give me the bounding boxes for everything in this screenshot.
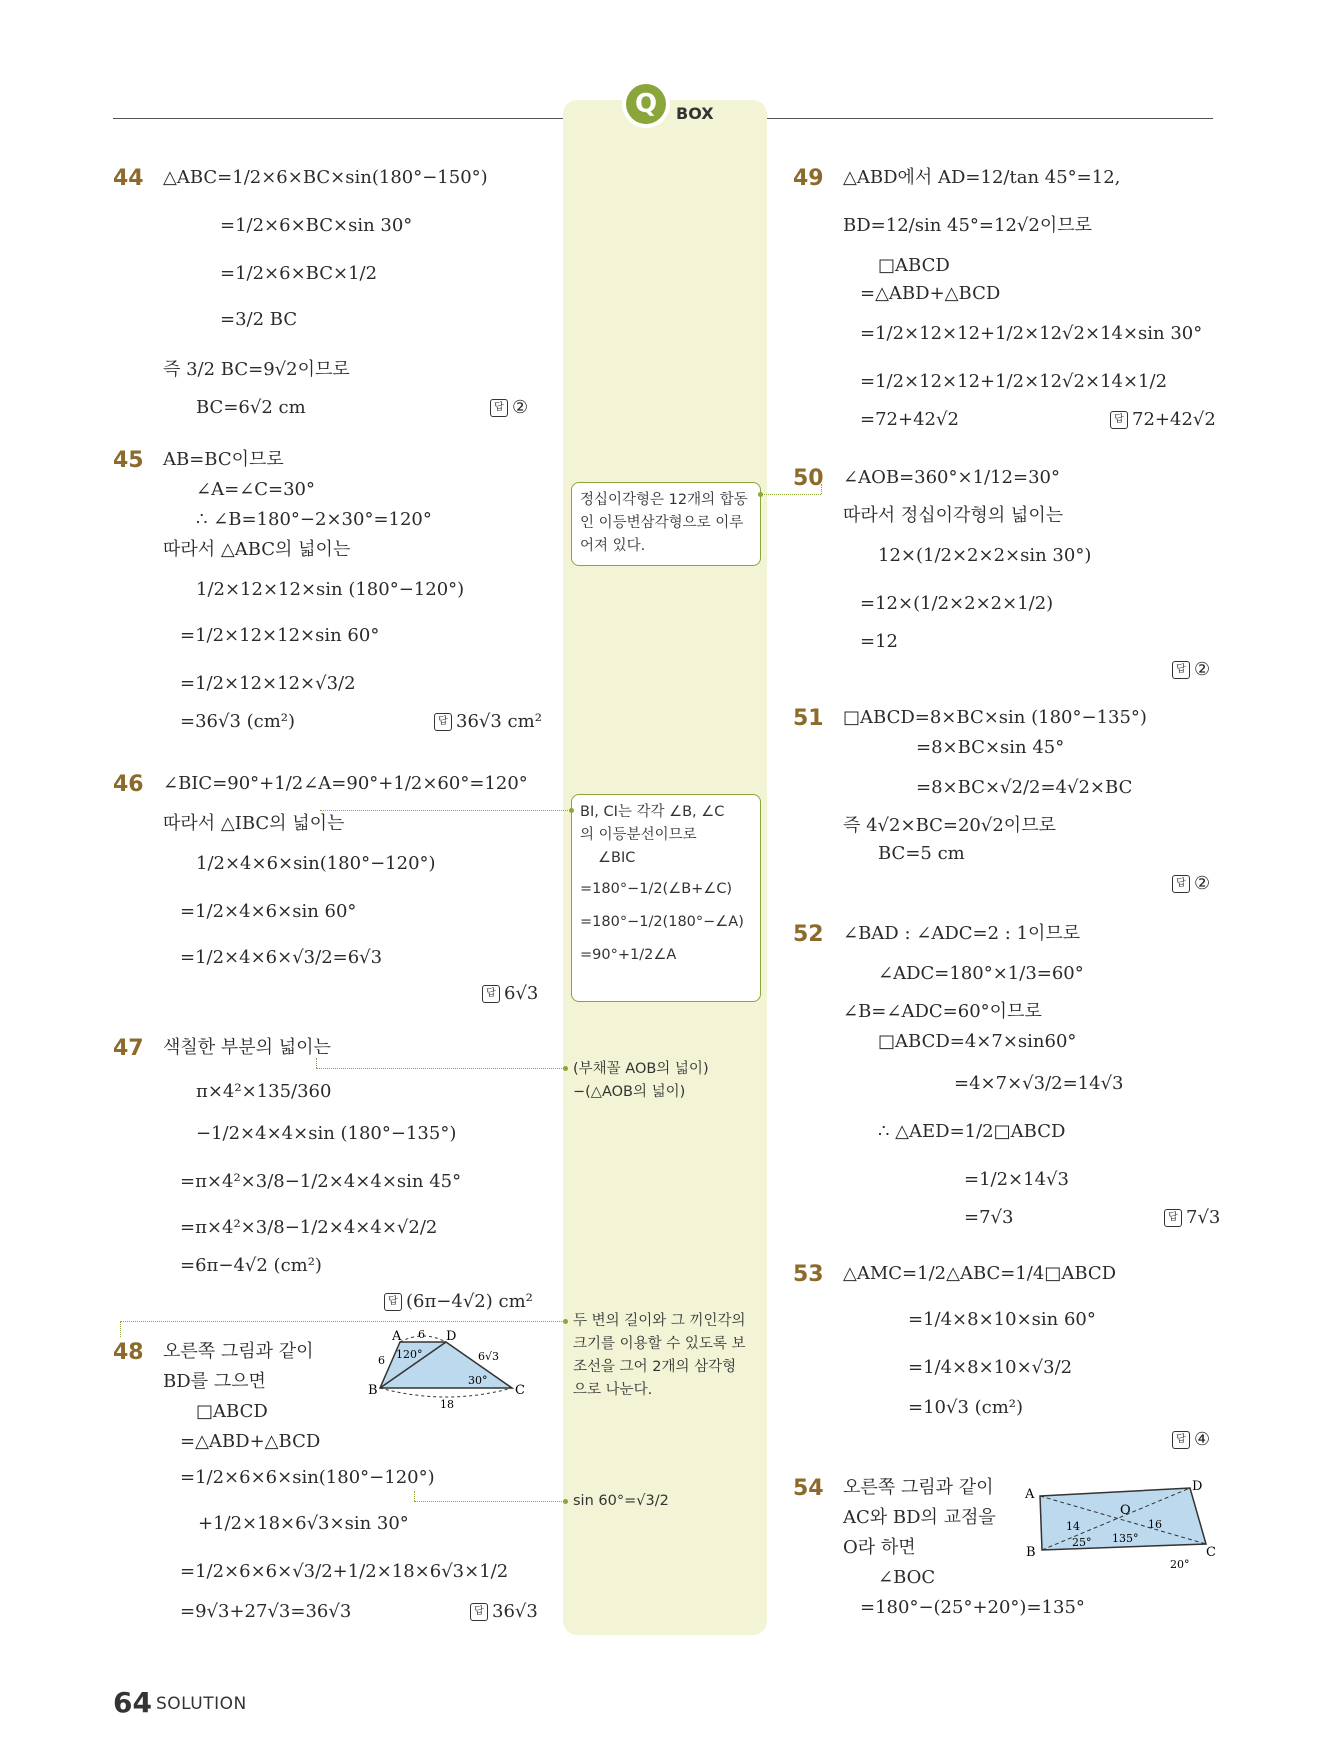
solution-line: =π×4²×3/8−1/2×4×4×√2/2 bbox=[180, 1217, 438, 1238]
figure-label: A bbox=[392, 1329, 402, 1344]
problem-number: 46 bbox=[113, 772, 144, 797]
problem-number: 52 bbox=[793, 922, 824, 947]
solution-line: =180°−(25°+20°)=135° bbox=[860, 1597, 1085, 1618]
note-line: 조선을 그어 2개의 삼각형 bbox=[573, 1359, 737, 1375]
note-line: 두 변의 길이와 그 끼인각의 bbox=[573, 1313, 746, 1329]
leader-dot bbox=[563, 1066, 568, 1071]
solution-line: =12 bbox=[860, 631, 898, 652]
note-line: 크기를 이용할 수 있도록 보 bbox=[573, 1336, 746, 1352]
answer-mark-icon: 답 bbox=[470, 1603, 488, 1621]
qbox-note-50: 정십이각형은 12개의 합동인 이등변삼각형으로 이루어져 있다. bbox=[571, 482, 761, 566]
solution-line: 즉 4√2×BC=20√2이므로 bbox=[843, 815, 1056, 836]
solution-line: ∠BOC bbox=[878, 1567, 936, 1588]
figure-label: 6 bbox=[418, 1328, 425, 1341]
solution-line: 즉 3/2 BC=9√2이므로 bbox=[163, 359, 350, 380]
note-line: =90°+1/2∠A bbox=[580, 947, 677, 963]
problem-number: 48 bbox=[113, 1340, 144, 1365]
leader-line bbox=[316, 1068, 566, 1069]
solution-line: =7√3 bbox=[964, 1207, 1014, 1228]
problem-number: 50 bbox=[793, 466, 824, 491]
leader-line bbox=[821, 484, 822, 494]
answer: 답 (6π−4√2) cm² bbox=[384, 1290, 533, 1314]
solution-line: 오른쪽 그림과 같이 bbox=[163, 1341, 314, 1362]
solution-line: =1/2×12×12+1/2×12√2×14×sin 30° bbox=[860, 323, 1203, 344]
solution-line: =1/2×12×12+1/2×12√2×14×1/2 bbox=[860, 371, 1168, 392]
solution-line: BD=12/sin 45°=12√2이므로 bbox=[843, 215, 1092, 236]
header-rule-left bbox=[113, 118, 563, 119]
figure-label: 120° bbox=[396, 1348, 423, 1361]
figure-label: 6√3 bbox=[478, 1350, 500, 1363]
answer: 답 ④ bbox=[1172, 1428, 1210, 1452]
figure-label: 135° bbox=[1112, 1532, 1139, 1545]
answer-mark-icon: 답 bbox=[1172, 1431, 1190, 1449]
answer: 답 ② bbox=[1172, 872, 1210, 896]
solution-line: □ABCD=8×BC×sin (180°−135°) bbox=[843, 707, 1147, 728]
qbox-note-48 bbox=[573, 1310, 746, 1402]
note-line: BI, CI는 각각 ∠B, ∠C bbox=[580, 804, 725, 820]
solution-line: =1/2×12×12×√3/2 bbox=[180, 673, 356, 694]
answer: 답 6√3 bbox=[482, 982, 538, 1006]
solution-line: =△ABD+△BCD bbox=[180, 1431, 321, 1452]
leader-line bbox=[320, 810, 572, 811]
figure-label: 20° bbox=[1170, 1558, 1190, 1571]
figure-label: 14 bbox=[1066, 1520, 1080, 1533]
note-line: 의 이등분선이므로 bbox=[580, 827, 697, 843]
problem-number: 53 bbox=[793, 1262, 824, 1287]
solution-line: BC=6√2 cm bbox=[196, 397, 306, 418]
leader-line bbox=[414, 1491, 415, 1501]
figure-label: B bbox=[1026, 1545, 1036, 1560]
solution-line: BD를 그으면 bbox=[163, 1371, 266, 1392]
solution-line: △AMC=1/2△ABC=1/4□ABCD bbox=[843, 1263, 1117, 1284]
solution-line: 오른쪽 그림과 같이 bbox=[843, 1477, 994, 1498]
solution-line: =8×BC×sin 45° bbox=[916, 737, 1065, 758]
solution-line: =8×BC×√2/2=4√2×BC bbox=[916, 777, 1133, 798]
solution-line: =1/2×14√3 bbox=[964, 1169, 1069, 1190]
solution-line: □ABCD bbox=[196, 1401, 268, 1422]
solution-line: □ABCD bbox=[878, 255, 950, 276]
answer-mark-icon: 답 bbox=[1110, 411, 1128, 429]
figure-label: A bbox=[1025, 1487, 1035, 1502]
solution-line: =12×(1/2×2×2×1/2) bbox=[860, 593, 1054, 614]
solution-line: ∠AOB=360°×1/12=30° bbox=[843, 467, 1060, 488]
note-line: −(△AOB의 넓이) bbox=[573, 1084, 686, 1100]
qbox-title: BOX bbox=[676, 104, 714, 123]
problem-number: 47 bbox=[113, 1036, 144, 1061]
note-line: (부채꼴 AOB의 넓이) bbox=[573, 1061, 709, 1077]
solution-line: ∠ADC=180°×1/3=60° bbox=[878, 963, 1084, 984]
note-line: ∠BIC bbox=[598, 850, 636, 866]
solution-line: ∠BIC=90°+1/2∠A=90°+1/2×60°=120° bbox=[163, 773, 528, 794]
figure-label: O bbox=[1120, 1503, 1131, 1518]
solution-line: =△ABD+△BCD bbox=[860, 283, 1001, 304]
solution-line: =10√3 (cm²) bbox=[908, 1397, 1024, 1418]
figure-label: D bbox=[446, 1329, 457, 1344]
figure-label: C bbox=[515, 1383, 525, 1398]
solution-line: =1/2×6×BC×1/2 bbox=[220, 263, 378, 284]
note-line: 으로 나눈다. bbox=[573, 1382, 653, 1398]
problem-number: 49 bbox=[793, 166, 824, 191]
solution-line: =π×4²×3/8−1/2×4×4×sin 45° bbox=[180, 1171, 462, 1192]
solution-line: 따라서 △IBC의 넓이는 bbox=[163, 813, 345, 834]
header-rule-right bbox=[767, 118, 1213, 119]
solution-line: =1/2×4×6×sin 60° bbox=[180, 901, 357, 922]
solution-line: ∠B=∠ADC=60°이므로 bbox=[843, 1001, 1042, 1022]
solution-line: =1/2×6×BC×sin 30° bbox=[220, 215, 413, 236]
solution-line: =6π−4√2 (cm²) bbox=[180, 1255, 322, 1276]
figure-label: 16 bbox=[1148, 1518, 1162, 1531]
solution-line: =1/2×4×6×√3/2=6√3 bbox=[180, 947, 383, 968]
solution-line: −1/2×4×4×sin (180°−135°) bbox=[196, 1123, 457, 1144]
solution-line: ∴ ∠B=180°−2×30°=120° bbox=[196, 509, 432, 530]
solution-line: =4×7×√3/2=14√3 bbox=[954, 1073, 1124, 1094]
answer-mark-icon: 답 bbox=[1172, 661, 1190, 679]
answer-mark-icon: 답 bbox=[384, 1293, 402, 1311]
solution-line: O라 하면 bbox=[843, 1537, 916, 1558]
leader-dot bbox=[563, 1319, 568, 1324]
solution-line: =1/4×8×10×sin 60° bbox=[908, 1309, 1096, 1330]
solution-line: △ABC=1/2×6×BC×sin(180°−150°) bbox=[163, 167, 488, 188]
solution-line: =9√3+27√3=36√3 bbox=[180, 1601, 352, 1622]
leader-line bbox=[316, 1058, 317, 1068]
answer-mark-icon: 답 bbox=[1164, 1209, 1182, 1227]
problem-number: 45 bbox=[113, 448, 144, 473]
solution-line: 따라서 정십이각형의 넓이는 bbox=[843, 505, 1064, 526]
solution-line: AC와 BD의 교점을 bbox=[843, 1507, 996, 1528]
note-line: =180°−1/2(∠B+∠C) bbox=[580, 881, 733, 897]
figure-label: 30° bbox=[468, 1374, 488, 1387]
problem-number: 44 bbox=[113, 166, 144, 191]
solution-line: =1/2×6×6×sin(180°−120°) bbox=[180, 1467, 435, 1488]
answer-mark-icon: 답 bbox=[490, 399, 508, 417]
quadrilateral-figure-48 bbox=[350, 1328, 536, 1410]
answer: 답 ② bbox=[1172, 658, 1210, 682]
solution-line: +1/2×18×6√3×sin 30° bbox=[198, 1513, 409, 1534]
leader-dot bbox=[758, 492, 763, 497]
leader-dot bbox=[563, 1499, 568, 1504]
q-badge-icon: Q bbox=[626, 84, 666, 124]
answer: 답 72+42√2 bbox=[1110, 408, 1216, 432]
figure-label: B bbox=[368, 1383, 378, 1398]
answer-mark-icon: 답 bbox=[482, 985, 500, 1003]
parallelogram-figure-54 bbox=[1020, 1476, 1220, 1576]
answer: 답 7√3 bbox=[1164, 1206, 1220, 1230]
solution-line: 따라서 △ABC의 넓이는 bbox=[163, 539, 351, 560]
qbox-note-48b: sin 60°=√3/2 bbox=[573, 1493, 669, 1509]
solution-line: ∴ △AED=1/2□ABCD bbox=[878, 1121, 1066, 1142]
note-line: =180°−1/2(180°−∠A) bbox=[580, 914, 744, 930]
footer-section: SOLUTION bbox=[156, 1694, 247, 1714]
figure-label: 25° bbox=[1072, 1536, 1092, 1549]
figure-label: 18 bbox=[440, 1398, 454, 1410]
solution-line: =1/2×6×6×√3/2+1/2×18×6√3×1/2 bbox=[180, 1561, 509, 1582]
answer: 답 ② bbox=[490, 396, 528, 420]
solution-line: ∠BAD : ∠ADC=2 : 1이므로 bbox=[843, 923, 1081, 944]
solution-line: =36√3 (cm²) bbox=[180, 711, 296, 732]
solution-line: =1/4×8×10×√3/2 bbox=[908, 1357, 1073, 1378]
figure-label: 6 bbox=[378, 1354, 385, 1367]
solution-line: =72+42√2 bbox=[860, 409, 959, 430]
solution-line: 1/2×12×12×sin (180°−120°) bbox=[196, 579, 465, 600]
qbox-note-46 bbox=[571, 794, 761, 1002]
solution-line: ∠A=∠C=30° bbox=[196, 479, 316, 500]
leader-line bbox=[761, 494, 821, 495]
leader-line bbox=[414, 1501, 566, 1502]
answer-mark-icon: 답 bbox=[1172, 875, 1190, 893]
solution-line: π×4²×135/360 bbox=[196, 1081, 332, 1102]
solution-line: =1/2×12×12×sin 60° bbox=[180, 625, 380, 646]
figure-label: D bbox=[1192, 1479, 1203, 1494]
solution-line: AB=BC이므로 bbox=[163, 449, 284, 470]
leader-line bbox=[120, 1321, 566, 1322]
leader-line bbox=[120, 1321, 121, 1337]
solution-line: 1/2×4×6×sin(180°−120°) bbox=[196, 853, 436, 874]
answer-mark-icon: 답 bbox=[434, 713, 452, 731]
figure-label: C bbox=[1206, 1545, 1216, 1560]
page-number: 64 bbox=[113, 1686, 152, 1719]
answer: 답 36√3 bbox=[470, 1600, 538, 1624]
solution-line: BC=5 cm bbox=[878, 843, 965, 864]
answer: 답 36√3 cm² bbox=[434, 710, 542, 734]
problem-number: 54 bbox=[793, 1476, 824, 1501]
solution-line: △ABD에서 AD=12/tan 45°=12, bbox=[843, 167, 1121, 188]
leader-dot bbox=[569, 808, 574, 813]
solution-line: =3/2 BC bbox=[220, 309, 298, 330]
problem-number: 51 bbox=[793, 706, 824, 731]
solution-line: 12×(1/2×2×2×sin 30°) bbox=[878, 545, 1092, 566]
solution-line: 색칠한 부분의 넓이는 bbox=[163, 1037, 331, 1058]
solution-line: □ABCD=4×7×sin60° bbox=[878, 1031, 1077, 1052]
qbox-note-47 bbox=[573, 1058, 709, 1104]
